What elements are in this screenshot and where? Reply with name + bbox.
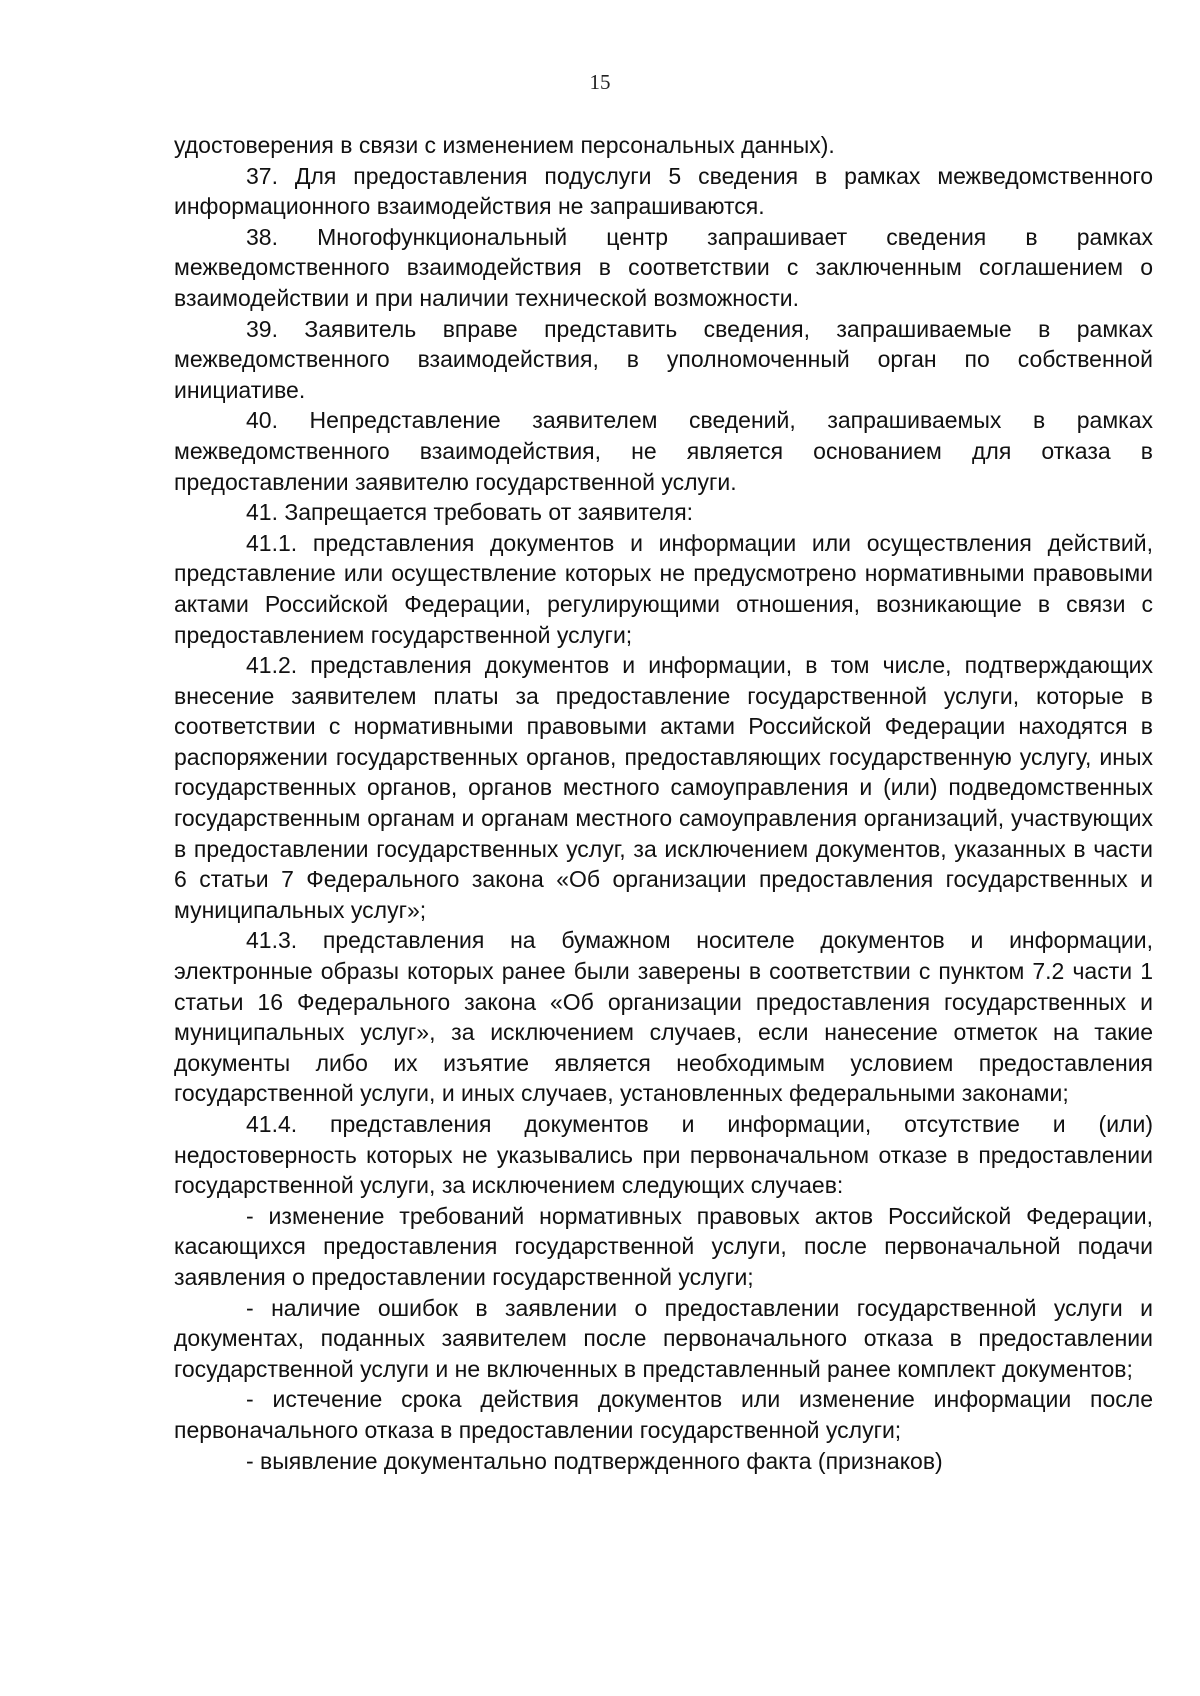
list-item-application-errors: - наличие ошибок в заявлении о предоставлении государственной услуги и документах, поданных заявителем после первоначального отказа в предоставлении государственной услуги и не включенных в представленный ранее комплект документов;	[174, 1294, 1153, 1382]
list-item-document-expiry: - истечение срока действия документов или изменение информации после первоначального отказа в предоставлении государственной услуги;	[174, 1386, 1153, 1443]
paragraph-41-4: 41.4. представления документов и информации, отсутствие и (или) недостоверность которых не указывались при первоначальном отказе в предоставлении государственной услуги, за исключением следующих случаев:	[174, 1111, 1153, 1199]
paragraph-39: 39. Заявитель вправе представить сведения, запрашиваемые в рамках межведомственного взаимодействия, в уполномоченный орган по собственной инициативе.	[174, 315, 1153, 403]
paragraph-41-1: 41.1. представления документов и информации или осуществления действий, представление или осуществление которых не предусмотрено нормативными правовыми актами Российской Федерации, регулирующими отношения, возникающие в связи с предоставлением государственной услуги;	[174, 529, 1153, 648]
page-number: 15	[589, 70, 611, 94]
paragraph-41-3: 41.3. представления на бумажном носителе документов и информации, электронные образы которых ранее были заверены в соответствии с пунктом 7.2 части 1 статьи 16 Федерального закона «Об организации предоставления государственных и муниципальных услуг», за исключением случаев, если нанесение отметок на такие документы либо их изъятие является необходимым условием предоставления государственной услуги, и иных случаев, установленных федеральными законами;	[174, 927, 1153, 1107]
paragraph-40: 40. Непредставление заявителем сведений, запрашиваемых в рамках межведомственного взаимодействия, не является основанием для отказа в предоставлении заявителю государственной услуги.	[174, 407, 1153, 495]
paragraph-37: 37. Для предоставления подуслуги 5 сведения в рамках межведомственного информационного взаимодействия не запрашиваются.	[174, 162, 1153, 220]
paragraph-41-2: 41.2. представления документов и информации, в том числе, подтверждающих внесение заявителем платы за предоставление государственной услуги, которые в соответствии с нормативными правовыми актами Российской Федерации находятся в распоряжении государственных органов, предоставляющих государственную услугу, иных государственных органов, органов местного самоуправления и (или) подведомственных государственным органам и органам местного самоуправления организаций, участвующих в предоставлении государственных услуг, за исключением документов, указанных в части 6 статьи 7 Федерального закона «Об организации предоставления государственных и муниципальных услуг»;	[174, 652, 1153, 923]
list-item-requirements-change: - изменение требований нормативных правовых актов Российской Федерации, касающихся предоставления государственной услуги, после первоначальной подачи заявления о предоставлении государственной услуги;	[174, 1202, 1153, 1290]
paragraph-38: 38. Многофункциональный центр запрашивает сведения в рамках межведомственного взаимодействия в соответствии с заключенным соглашением о взаимодействии и при наличии технической возможности.	[174, 223, 1153, 311]
document-body	[174, 130, 1153, 1476]
list-item-fact-detection: - выявление документально подтвержденного факта (признаков)	[246, 1447, 943, 1474]
paragraph-41: 41. Запрещается требовать от заявителя:	[246, 499, 694, 526]
paragraph-continuation: удостоверения в связи с изменением персональных данных).	[174, 132, 835, 158]
